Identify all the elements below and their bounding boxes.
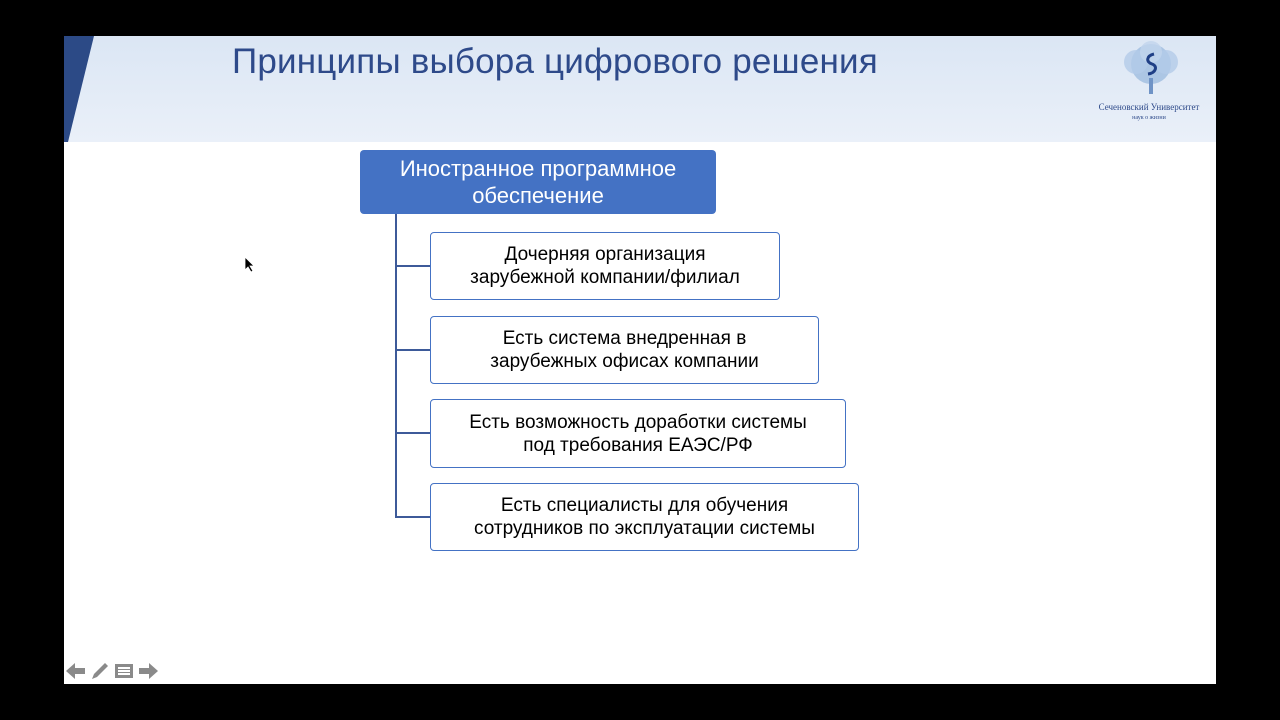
root-node-foreign-software xyxy=(360,150,716,214)
mouse-cursor-icon xyxy=(245,257,255,273)
child-node-customization xyxy=(430,399,846,468)
child-node-line2: сотрудников по эксплуатации системы xyxy=(474,518,815,539)
root-node-line1: Иностранное программное xyxy=(399,156,677,181)
root-node-line2: обеспечение xyxy=(472,183,604,208)
pen-tool-button[interactable] xyxy=(90,661,110,681)
university-logo xyxy=(1084,40,1214,130)
child-node-subsidiary xyxy=(430,232,780,300)
tree-logo-icon xyxy=(1116,40,1186,98)
child-node-line2: зарубежной компании/филиал xyxy=(470,267,740,288)
branch-connector xyxy=(395,265,431,267)
slideshow-controls xyxy=(66,660,158,682)
corner-stripe-decoration xyxy=(64,36,96,142)
logo-university-name: Сеченовский Университет xyxy=(1098,102,1200,112)
vertical-connector xyxy=(395,214,397,518)
pen-icon xyxy=(90,661,110,681)
menu-icon xyxy=(114,663,134,679)
arrow-left-icon xyxy=(66,663,86,679)
child-node-line1: Дочерняя организация xyxy=(504,244,706,265)
slide-title: Принципы выбора цифрового решения xyxy=(232,42,878,81)
child-node-line2: зарубежных офисах компании xyxy=(490,351,759,372)
branch-connector xyxy=(395,432,431,434)
arrow-right-icon xyxy=(138,663,158,679)
branch-connector xyxy=(395,349,431,351)
child-node-line1: Есть система внедренная в xyxy=(502,328,747,349)
child-node-line1: Есть возможность доработки системы xyxy=(469,411,807,433)
branch-connector xyxy=(395,516,431,518)
child-node-system-implemented xyxy=(430,316,819,384)
previous-slide-button[interactable] xyxy=(66,661,86,681)
logo-tagline: наук о жизни xyxy=(1132,115,1166,121)
child-node-training-specialists xyxy=(430,483,859,551)
presentation-slide xyxy=(64,36,1216,684)
next-slide-button[interactable] xyxy=(138,661,158,681)
slide-menu-button[interactable] xyxy=(114,661,134,681)
child-node-line1: Есть специалисты для обучения xyxy=(500,495,789,516)
child-node-line2: под требования ЕАЭС/РФ xyxy=(523,434,753,456)
